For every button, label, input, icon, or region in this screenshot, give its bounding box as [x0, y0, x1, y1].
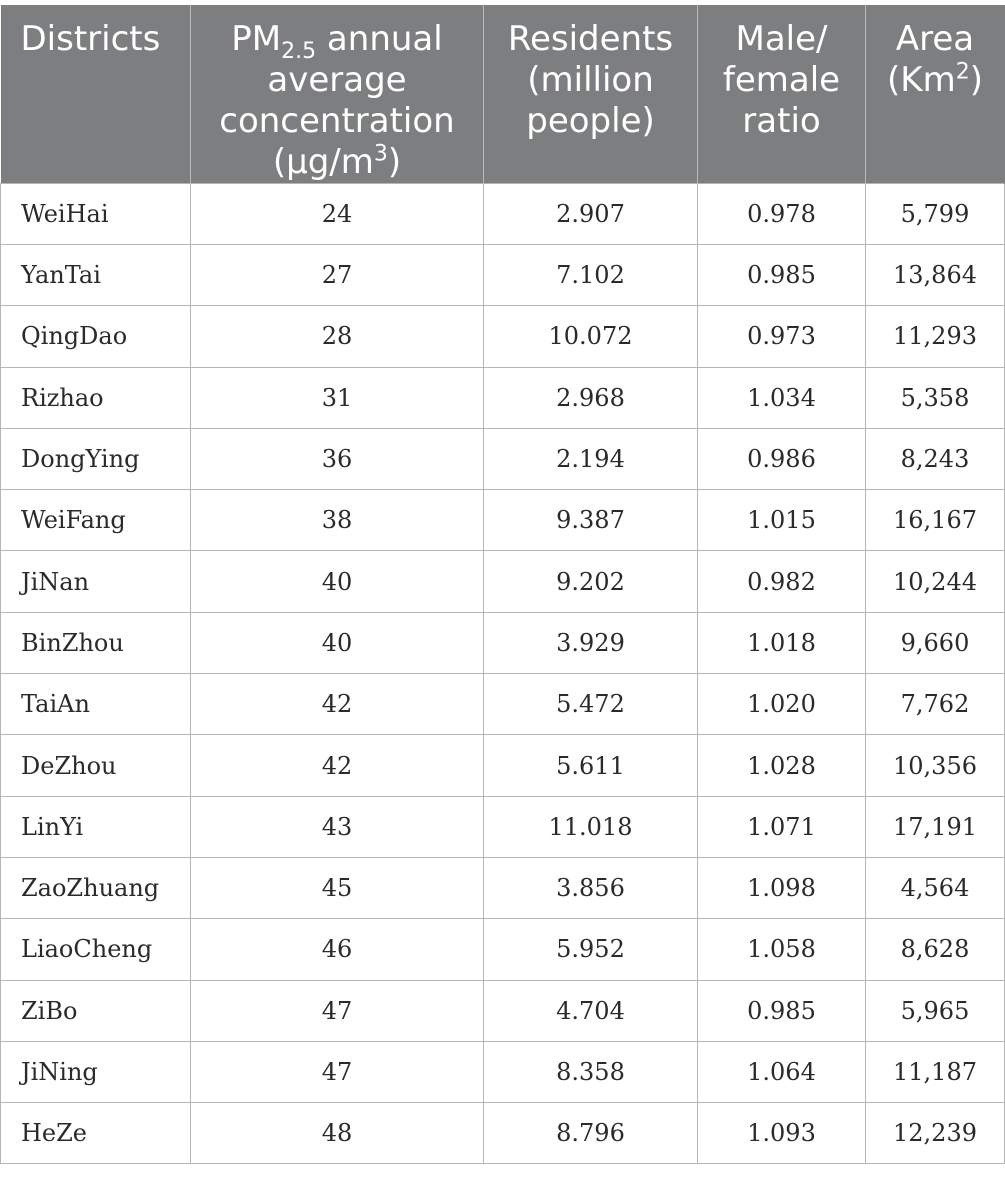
cell-male-female-ratio: 0.978: [698, 184, 866, 245]
cell-district: WeiFang: [1, 490, 191, 551]
table-row: [1, 796, 1005, 857]
header-districts: [1, 5, 191, 184]
header-pm-unit: (μg/m: [272, 142, 374, 182]
cell-district: ZaoZhuang: [1, 857, 191, 918]
header-ratio-line1: Male/: [735, 19, 828, 59]
cell-male-female-ratio: 1.018: [698, 612, 866, 673]
header-ratio: [698, 5, 866, 184]
cell-residents: 9.202: [484, 551, 698, 612]
table-row: [1, 980, 1005, 1041]
cell-male-female-ratio: 0.982: [698, 551, 866, 612]
cell-district: LiaoCheng: [1, 919, 191, 980]
cell-male-female-ratio: 1.064: [698, 1041, 866, 1102]
table-row: [1, 674, 1005, 735]
table-row: [1, 367, 1005, 428]
cell-male-female-ratio: 1.015: [698, 490, 866, 551]
header-districts-label: Districts: [20, 19, 161, 59]
cell-residents: 4.704: [484, 980, 698, 1041]
header-pm-unit-superscript: 3: [373, 141, 388, 167]
cell-pm25: 27: [191, 245, 484, 306]
header-pm-label: PM: [231, 19, 282, 59]
cell-district: JiNing: [1, 1041, 191, 1102]
cell-area: 8,243: [866, 428, 1005, 489]
header-pm-subscript: 2.5: [281, 38, 317, 64]
cell-residents: 5.472: [484, 674, 698, 735]
cell-male-female-ratio: 1.071: [698, 796, 866, 857]
cell-area: 12,239: [866, 1103, 1005, 1164]
cell-district: QingDao: [1, 306, 191, 367]
header-pm-annual: annual: [316, 19, 443, 59]
cell-area: 5,965: [866, 980, 1005, 1041]
table-row: [1, 184, 1005, 245]
header-residents-line2: (million: [527, 60, 654, 100]
cell-district: HeZe: [1, 1103, 191, 1164]
header-row: [1, 5, 1005, 184]
data-table: [0, 5, 1005, 1164]
cell-area: 11,187: [866, 1041, 1005, 1102]
cell-district: LinYi: [1, 796, 191, 857]
table-row: [1, 919, 1005, 980]
header-area-line1: Area: [895, 19, 975, 59]
table-row: [1, 1041, 1005, 1102]
cell-area: 4,564: [866, 857, 1005, 918]
header-area: [866, 5, 1005, 184]
header-pm25: [191, 5, 484, 184]
cell-male-female-ratio: 1.034: [698, 367, 866, 428]
header-ratio-line3: ratio: [742, 101, 821, 141]
cell-pm25: 46: [191, 919, 484, 980]
header-area-unit: (Km: [887, 60, 956, 100]
cell-district: DeZhou: [1, 735, 191, 796]
cell-male-female-ratio: 1.093: [698, 1103, 866, 1164]
cell-residents: 8.796: [484, 1103, 698, 1164]
cell-residents: 7.102: [484, 245, 698, 306]
header-ratio-line2: female: [722, 60, 841, 100]
cell-area: 7,762: [866, 674, 1005, 735]
cell-pm25: 42: [191, 735, 484, 796]
cell-area: 10,244: [866, 551, 1005, 612]
cell-residents: 2.907: [484, 184, 698, 245]
cell-district: TaiAn: [1, 674, 191, 735]
cell-residents: 11.018: [484, 796, 698, 857]
cell-residents: 5.611: [484, 735, 698, 796]
cell-pm25: 36: [191, 428, 484, 489]
cell-area: 17,191: [866, 796, 1005, 857]
header-pm-average: average: [267, 60, 407, 100]
cell-area: 13,864: [866, 245, 1005, 306]
header-pm-unit-close: ): [387, 142, 402, 182]
table-row: [1, 428, 1005, 489]
cell-male-female-ratio: 1.028: [698, 735, 866, 796]
cell-district: Rizhao: [1, 367, 191, 428]
cell-male-female-ratio: 0.985: [698, 245, 866, 306]
cell-district: YanTai: [1, 245, 191, 306]
header-residents-line1: Residents: [507, 19, 674, 59]
header-area-superscript: 2: [955, 59, 970, 85]
cell-district: ZiBo: [1, 980, 191, 1041]
table-row: [1, 306, 1005, 367]
cell-area: 10,356: [866, 735, 1005, 796]
cell-male-female-ratio: 0.973: [698, 306, 866, 367]
cell-area: 11,293: [866, 306, 1005, 367]
cell-pm25: 43: [191, 796, 484, 857]
cell-male-female-ratio: 1.098: [698, 857, 866, 918]
table-row: [1, 245, 1005, 306]
cell-district: WeiHai: [1, 184, 191, 245]
cell-residents: 2.968: [484, 367, 698, 428]
table-row: [1, 1103, 1005, 1164]
cell-pm25: 48: [191, 1103, 484, 1164]
cell-residents: 8.358: [484, 1041, 698, 1102]
cell-residents: 5.952: [484, 919, 698, 980]
table-row: [1, 490, 1005, 551]
cell-area: 5,358: [866, 367, 1005, 428]
cell-pm25: 40: [191, 612, 484, 673]
table-row: [1, 551, 1005, 612]
table-row: [1, 735, 1005, 796]
cell-pm25: 47: [191, 980, 484, 1041]
table-row: [1, 857, 1005, 918]
cell-district: BinZhou: [1, 612, 191, 673]
cell-male-female-ratio: 0.985: [698, 980, 866, 1041]
cell-area: 5,799: [866, 184, 1005, 245]
cell-male-female-ratio: 1.020: [698, 674, 866, 735]
cell-pm25: 42: [191, 674, 484, 735]
cell-pm25: 31: [191, 367, 484, 428]
cell-pm25: 38: [191, 490, 484, 551]
table-header: [1, 5, 1005, 184]
table-row: [1, 612, 1005, 673]
cell-pm25: 28: [191, 306, 484, 367]
cell-pm25: 24: [191, 184, 484, 245]
cell-residents: 2.194: [484, 428, 698, 489]
cell-residents: 10.072: [484, 306, 698, 367]
table-body: [1, 184, 1005, 1164]
cell-pm25: 45: [191, 857, 484, 918]
header-area-unit-close: ): [969, 60, 983, 100]
cell-area: 8,628: [866, 919, 1005, 980]
cell-area: 16,167: [866, 490, 1005, 551]
header-residents: [484, 5, 698, 184]
cell-pm25: 40: [191, 551, 484, 612]
cell-district: JiNan: [1, 551, 191, 612]
cell-male-female-ratio: 1.058: [698, 919, 866, 980]
cell-male-female-ratio: 0.986: [698, 428, 866, 489]
header-residents-line3: people): [526, 101, 655, 141]
cell-pm25: 47: [191, 1041, 484, 1102]
cell-residents: 3.856: [484, 857, 698, 918]
cell-district: DongYing: [1, 428, 191, 489]
cell-residents: 3.929: [484, 612, 698, 673]
cell-area: 9,660: [866, 612, 1005, 673]
cell-residents: 9.387: [484, 490, 698, 551]
header-pm-concentration: concentration: [219, 101, 455, 141]
